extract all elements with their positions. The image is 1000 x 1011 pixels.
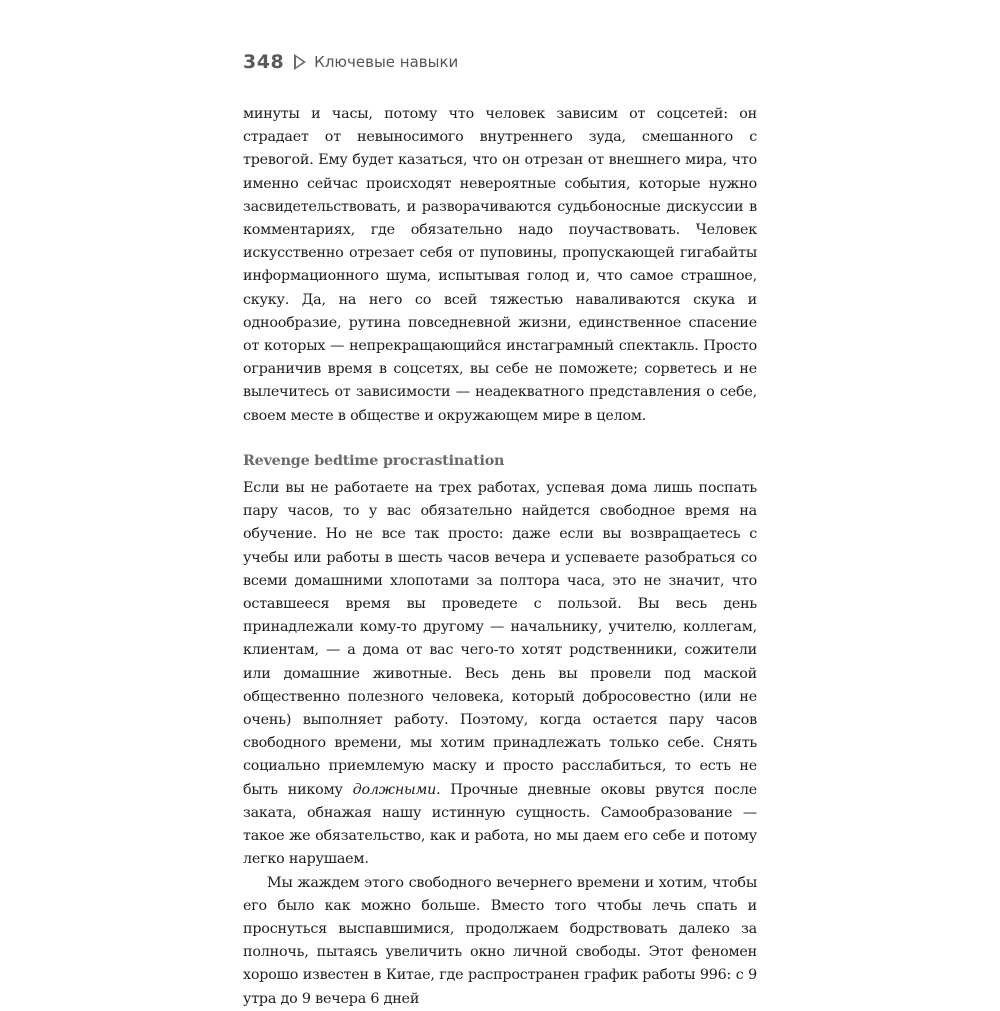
paragraph-text: Если вы не работаете на трех работах, успевая дома лишь поспать пару часов, то у вас обязательно найдется свободное время на обучение. Но не все так просто: даже если вы возвращаетесь с учебы или работы в шесть часов вечера и успеваете разобраться со всеми домашними хлопотами за полтора часа, это не значит, что оставшееся время вы проведете с пользой. Вы весь день принадлежали кому-то другому — начальнику, учителю, коллегам, клиентам, — а дома от вас чего-то хотят родственники, сожители или домашние животные. Весь день вы провели под маской общественно полезного человека, который добросовестно (или не очень) выполняет работу. Поэтому, когда остается пару часов свободного времени, мы хотим принадлежать только себе. Снять социально приемлемую маску и просто расслабиться, то есть не быть никому — [243, 480, 757, 798]
section-title: Ключевые навыки — [314, 53, 459, 71]
page-number: 348 — [243, 51, 285, 73]
subheading: Revenge bedtime procrastination — [243, 452, 505, 469]
paragraph: минуты и часы, потому что человек зависим от соцсетей: он страдает от невыносимого внутреннего зуда, смешанного с тревогой. Ему будет казаться, что он отрезан от внешнего мира, что именно сейчас происходят невероятные события, которые нужно засвидетельствовать, и разворачиваются судьбоносные дискуссии в комментариях, где обязательно надо поучаствовать. Человек искусственно отрезает себя от пуповины, пропускающей гигабайты информационного шума, испытывая голод и, что самое страшное, скуку. Да, на него со всей тяжестью наваливаются скука и однообразие, рутина повседневной жизни, единственное спасение от которых — непрекращающийся инстаграмный спектакль. Просто ограничив время в соцсетях, вы себе не поможете; сорветесь и не вылечитесь от зависимости — неадекватного представления о себе, своем месте в обществе и окружающем мире в целом. — [243, 106, 757, 424]
emphasis-text: должными — [352, 781, 437, 798]
triangle-right-icon — [294, 54, 306, 70]
running-header — [243, 48, 458, 76]
paragraph — [243, 477, 757, 871]
paragraph-text: . Прочные дневные оковы рвутся после заката, обнажая нашу истинную сущность. Самообразование — такое же обязательство, как и работа, но мы даем его себе и потому легко нарушаем. — [243, 781, 757, 868]
body-text — [243, 103, 757, 1011]
paragraph: Мы жаждем этого свободного вечернего времени и хотим, чтобы его было как можно больше. Вместо того чтобы лечь спать и проснуться выспавшимися, продолжаем бодрствовать далеко за полночь, пытаясь увеличить окно личной свободы. Этот феномен хорошо известен в Китае, где распространен график работы 996: с 9 утра до 9 вечера 6 дней — [243, 874, 757, 1007]
